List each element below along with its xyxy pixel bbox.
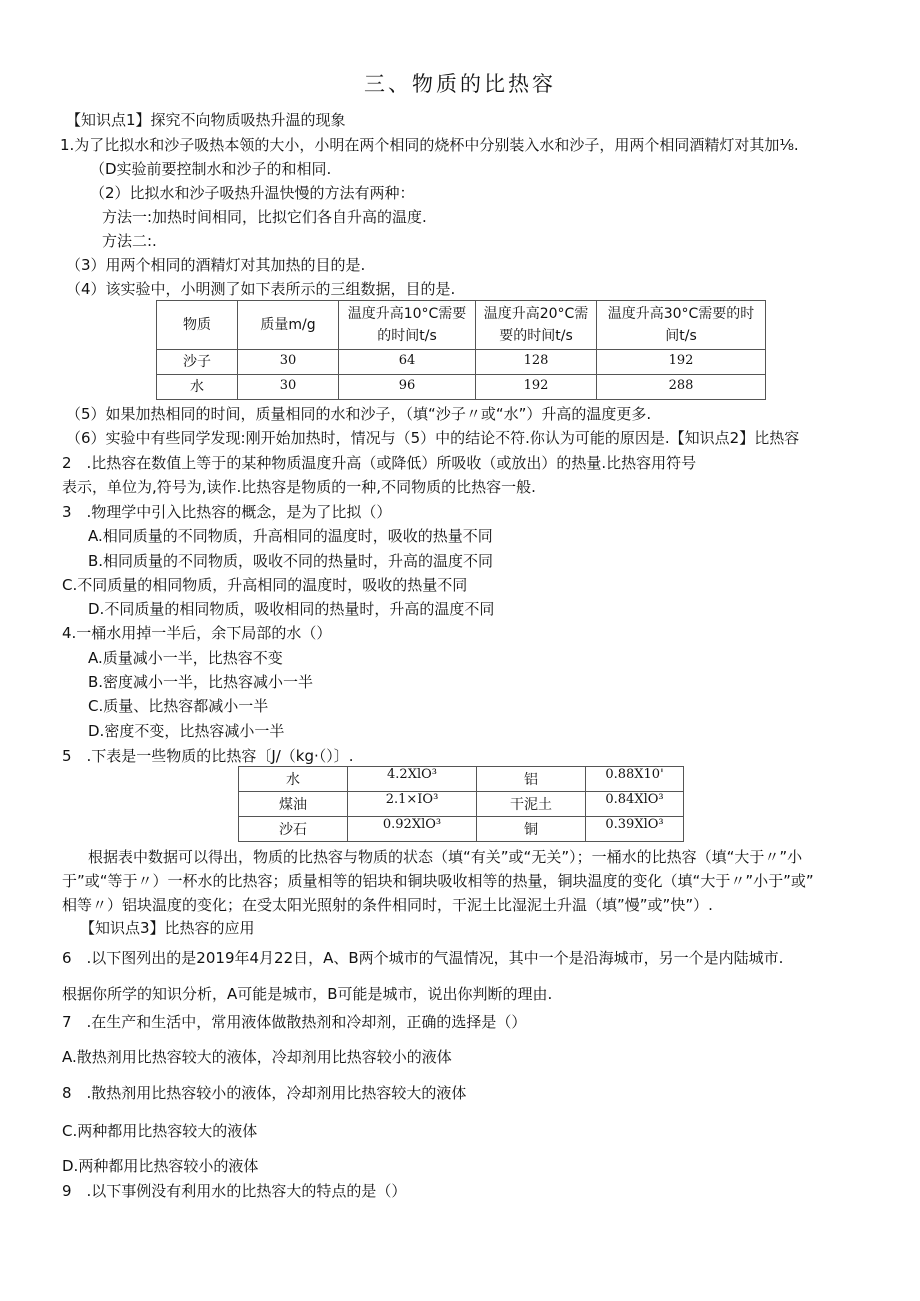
table-cell: 192 xyxy=(476,375,597,400)
table-cell: 煤油 xyxy=(239,792,348,817)
table-cell: 2.1×IO³ xyxy=(348,792,477,817)
text-line: （6）实验中有些同学发现:刚开始加热时，情况与（5）中的结论不符.你认为可能的原因是.【知识点2】比热容 xyxy=(66,429,800,447)
table-cell: 水 xyxy=(157,375,238,400)
table-row xyxy=(157,350,766,375)
table-row xyxy=(157,375,766,400)
table-cell: 128 xyxy=(476,350,597,375)
text-line: （3）用两个相同的酒精灯对其加热的目的是. xyxy=(66,256,366,274)
heating-time-table xyxy=(156,300,766,400)
text-line: 表示，单位为,符号为,读作.比热容是物质的一种,不同物质的比热容一般. xyxy=(62,478,536,496)
text-line: （5）如果加热相同的时间，质量相同的水和沙子，（填“沙子〃或“水”）升高的温度更多. xyxy=(66,405,652,423)
table-cell: 沙子 xyxy=(157,350,238,375)
text-line: 8 .散热剂用比热容较小的液体，冷却剂用比热容较大的液体 xyxy=(62,1084,467,1102)
text-line: 于”或“等于〃）一杯水的比热容；质量相等的铝块和铜块吸收相等的热量，铜块温度的变化（填“大于〃”小于”或” xyxy=(62,872,814,890)
text-line: D.两种都用比热容较小的液体 xyxy=(62,1157,259,1175)
text-line: 方法一:加热时间相同，比拟它们各自升高的温度. xyxy=(102,208,427,226)
table-cell: 288 xyxy=(597,375,766,400)
text-line: 3 .物理学中引入比热容的概念，是为了比拟（） xyxy=(62,503,392,521)
text-line: （D实验前要控制水和沙子的和相同. xyxy=(90,160,332,178)
table-header: 温度升高10°C需要的时间t/s xyxy=(339,301,476,350)
text-line: 2 .比热容在数值上等于的某种物质温度升高（或降低）所吸收（或放出）的热量.比热容用符号 xyxy=(62,454,697,472)
text-line: B.相同质量的不同物质，吸收不同的热量时，升高的温度不同 xyxy=(88,552,494,570)
table-cell: 30 xyxy=(238,350,339,375)
text-line: 根据你所学的知识分析，A可能是城市，B可能是城市，说出你判断的理由. xyxy=(62,985,553,1003)
text-line: D.不同质量的相同物质，吸收相同的热量时，升高的温度不同 xyxy=(88,600,495,618)
text-line: D.密度不变，比热容减小一半 xyxy=(88,722,285,740)
text-line: A.质量减小一半，比热容不变 xyxy=(88,649,283,667)
table-cell: 0.88X10' xyxy=(586,767,684,792)
table-cell: 64 xyxy=(339,350,476,375)
text-line: （2）比拟水和沙子吸热升温快慢的方法有两种： xyxy=(90,184,415,202)
text-line: C.质量、比热容都减小一半 xyxy=(88,697,269,715)
table-cell: 0.92XlO³ xyxy=(348,817,477,842)
text-line: 根据表中数据可以得出，物质的比热容与物质的状态（填“有关”或“无关”）；一桶水的比热容（填“大于〃”小 xyxy=(88,848,803,866)
table-header: 物质 xyxy=(157,301,238,350)
table-cell: 192 xyxy=(597,350,766,375)
text-line: 7 .在生产和生活中，常用液体做散热剂和冷却剂，正确的选择是（） xyxy=(62,1013,527,1031)
table-row xyxy=(239,767,684,792)
table-header: 温度升高20°C需要的时间t/s xyxy=(476,301,597,350)
table-row xyxy=(239,817,684,842)
specific-heat-table xyxy=(238,766,684,842)
text-line: 【知识点3】比热容的应用 xyxy=(80,919,255,937)
table-cell: 水 xyxy=(239,767,348,792)
text-line: 6 .以下图列出的是2019年4月22日，A、B两个城市的气温情况，其中一个是沿海城市，另一个是内陆城市. xyxy=(62,949,784,967)
table-cell: 0.84XlO³ xyxy=(586,792,684,817)
text-line: 4.一桶水用掉一半后，余下局部的水（） xyxy=(62,624,332,642)
text-line: A.散热剂用比热容较大的液体，冷却剂用比热容较小的液体 xyxy=(62,1048,452,1066)
text-line: C.两种都用比热容较大的液体 xyxy=(62,1122,258,1140)
text-line: 方法二:. xyxy=(102,232,157,250)
page-title: 三、物质的比热容 xyxy=(364,72,556,96)
table-cell: 铝 xyxy=(477,767,586,792)
text-line: B.密度减小一半，比热容减小一半 xyxy=(88,673,314,691)
table-cell: 沙石 xyxy=(239,817,348,842)
text-line: （4）该实验中，小明测了如下表所示的三组数据，目的是. xyxy=(66,280,456,298)
text-line: 【知识点1】探究不向物质吸热升温的现象 xyxy=(66,111,346,129)
table-header: 温度升高30°C需要的时间t/s xyxy=(597,301,766,350)
table-cell: 96 xyxy=(339,375,476,400)
table-header: 质量m/g xyxy=(238,301,339,350)
table-cell: 30 xyxy=(238,375,339,400)
text-line: 9 .以下事例没有利用水的比热容大的特点的是（） xyxy=(62,1182,407,1200)
table-cell: 0.39XlO³ xyxy=(586,817,684,842)
text-line: C.不同质量的相同物质，升高相同的温度时，吸收的热量不同 xyxy=(62,576,468,594)
table-cell: 铜 xyxy=(477,817,586,842)
text-line: 5 .下表是一些物质的比热容〔J/（kg·（）〕. xyxy=(62,747,354,765)
text-line: 相等〃）铝块温度的变化；在受太阳光照射的条件相同时，干泥土比湿泥土升温（填”慢”或”快”）. xyxy=(62,896,713,914)
text-line: A.相同质量的不同物质，升高相同的温度时，吸收的热量不同 xyxy=(88,527,493,545)
text-line: 1.为了比拟水和沙子吸热本领的大小，小明在两个相同的烧杯中分别装入水和沙子，用两个相同酒精灯对其加⅛. xyxy=(60,136,799,154)
table-cell: 干泥土 xyxy=(477,792,586,817)
table-cell: 4.2XlO³ xyxy=(348,767,477,792)
table-row xyxy=(239,792,684,817)
